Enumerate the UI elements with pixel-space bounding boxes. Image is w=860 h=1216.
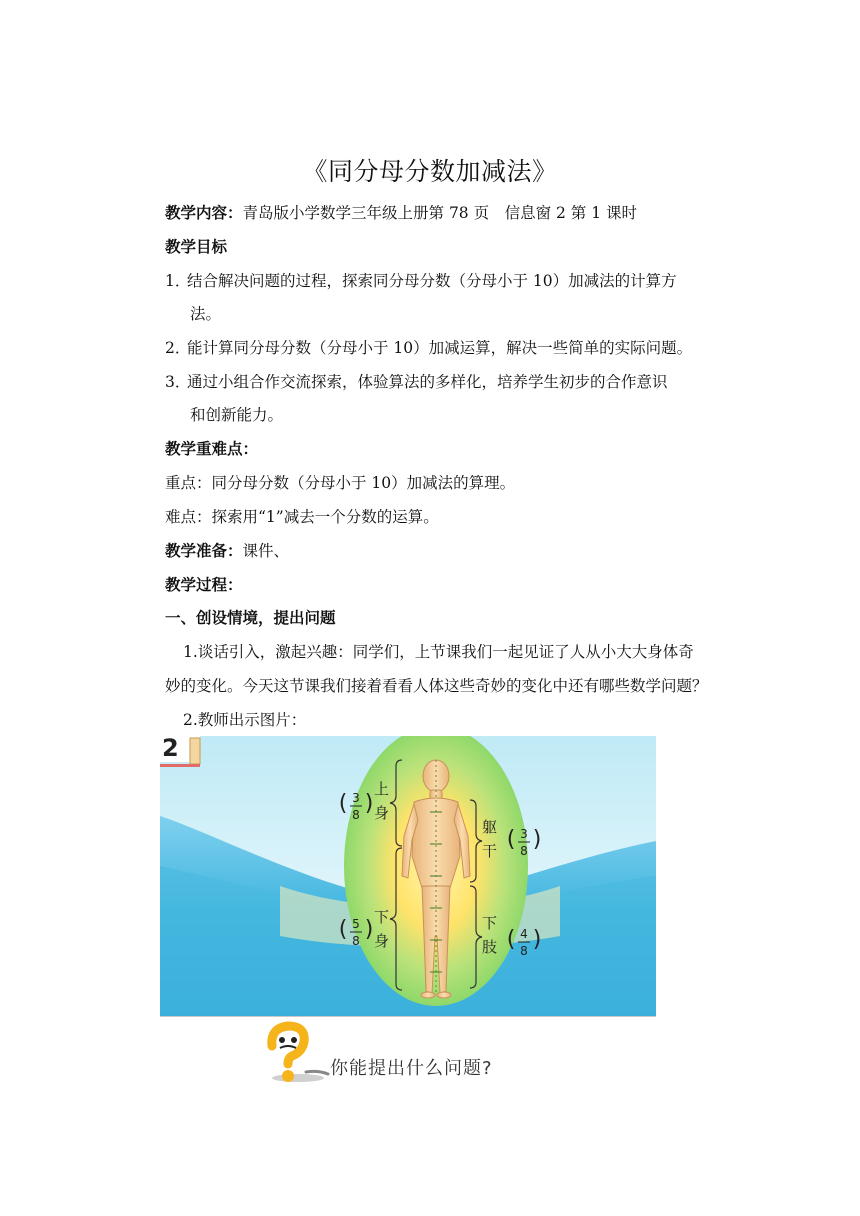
upper-body-label-1: 上 — [374, 780, 390, 798]
paren-close: ) — [364, 791, 374, 816]
document-title: 《同分母分数加减法》 — [302, 157, 558, 186]
preparation-text: 课件、 — [242, 542, 290, 560]
torso-denominator: 8 — [520, 844, 528, 858]
key-points-heading: 教学重难点： — [165, 440, 259, 458]
lower-body-label-1: 下 — [374, 908, 390, 926]
svg-text:(: ( — [506, 827, 516, 852]
question-prompt — [258, 1020, 538, 1090]
objective-1-line-1 — [165, 270, 677, 292]
svg-text:(: ( — [338, 917, 348, 942]
teaching-content-label: 教学内容： — [165, 204, 243, 222]
teaching-content-text: 青岛版小学数学三年级上册第 78 页 信息窗 2 第 1 课时 — [242, 204, 638, 222]
question-text: 你能提出什么问题? — [330, 1058, 493, 1079]
preparation-label: 教学准备： — [165, 542, 243, 560]
process-heading: 教学过程： — [165, 576, 243, 594]
key-point: 重点：同分母分数（分母小于 10）加减法的算理。 — [165, 474, 516, 492]
objective-2-text: 能计算同分母分数（分母小于 10）加减运算，解决一些简单的实际问题。 — [187, 339, 693, 357]
objective-3-line-1 — [165, 371, 668, 393]
teaching-content-line — [165, 202, 637, 224]
svg-text:): ) — [532, 927, 542, 952]
difficult-point: 难点：探索用“1”减去一个分数的运算。 — [165, 508, 439, 526]
torso-label-2: 干 — [482, 842, 498, 860]
corner-number: 2 — [162, 736, 179, 762]
step-2: 2.教师出示图片： — [183, 711, 307, 729]
torso-numerator: 3 — [520, 827, 528, 841]
objective-1-text: 结合解决问题的过程，探索同分母分数（分母小于 10）加减法的计算方 — [187, 272, 677, 290]
upper-body-denominator: 8 — [352, 808, 360, 822]
lower-body-denominator: 8 — [352, 934, 360, 948]
torso-label-1: 躯 — [482, 818, 498, 836]
section-1-heading: 一、创设情境，提出问题 — [165, 609, 336, 627]
lower-limbs-denominator: 8 — [520, 944, 528, 958]
lower-limbs-label-2: 肢 — [482, 938, 498, 956]
body-proportion-figure — [160, 736, 656, 1017]
lower-limbs-numerator: 4 — [520, 927, 528, 941]
objective-3-number: 3． — [165, 373, 191, 391]
objective-2 — [165, 337, 692, 359]
step-1-line-1: 1.谈话引入，激起兴趣：同学们，上节课我们一起见证了人从小大大身体奇 — [183, 643, 694, 661]
svg-text:(: ( — [506, 927, 516, 952]
objective-3-text: 通过小组合作交流探索，体验算法的多样化，培养学生初步的合作意识 — [187, 373, 668, 391]
paren-open: ( — [338, 791, 348, 816]
upper-body-label-2: 身 — [374, 804, 390, 822]
upper-body-numerator: 3 — [352, 791, 360, 805]
objective-2-number: 2． — [165, 339, 191, 357]
objectives-heading: 教学目标 — [165, 238, 228, 256]
objective-3-line-2: 和创新能力。 — [190, 406, 284, 424]
lower-body-label-2: 身 — [374, 932, 390, 950]
lower-body-numerator: 5 — [352, 917, 360, 931]
step-1-line-2: 妙的变化。今天这节课我们接着看看人体这些奇妙的变化中还有哪些数学问题？ — [165, 677, 708, 695]
question-mark-icon — [258, 1020, 330, 1090]
svg-text:): ) — [364, 917, 374, 942]
objective-1-number: 1． — [165, 272, 191, 290]
svg-text:): ) — [532, 827, 542, 852]
objective-1-line-2: 法。 — [190, 305, 222, 323]
body-proportion-illustration — [160, 736, 656, 1016]
preparation-line — [165, 540, 289, 562]
lower-limbs-label-1: 下 — [482, 914, 498, 932]
